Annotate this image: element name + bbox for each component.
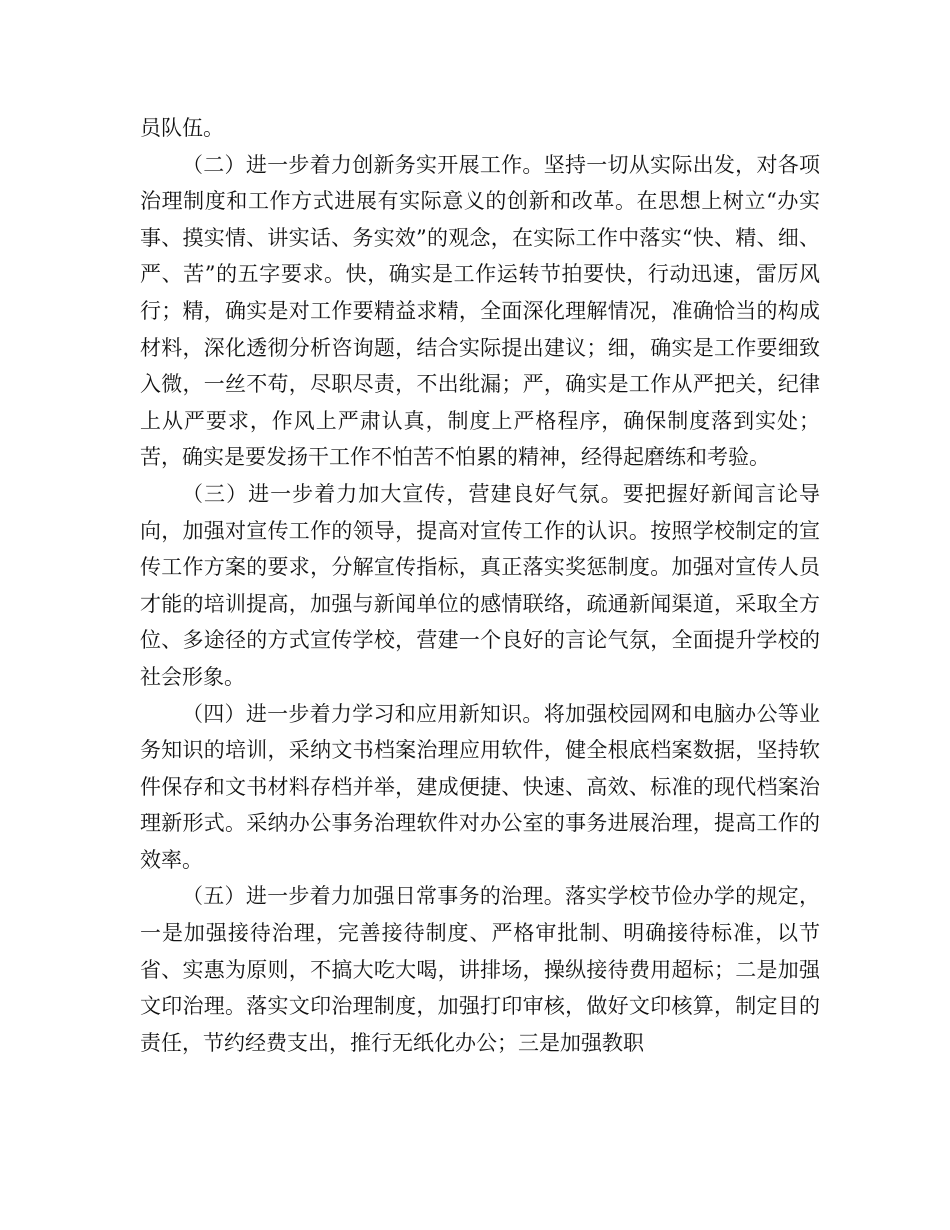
- document-body: [140, 110, 820, 1061]
- paragraph-section-5: （五）进一步着力加强日常事务的治理。落实学校节俭办学的规定，一是加强接待治理，完善接待制度、严格审批制、明确接待标准，以节省、实惠为原则，不搞大吃大喝，讲排场，操纵接待费用超标；二是加强文印治理。落实文印治理制度，加强打印审核，做好文印核算，制定目的责任，节约经费支出，推行无纸化办公；三是加强教职: [140, 884, 820, 1055]
- paragraph-continuation: 员队伍。: [140, 116, 224, 140]
- paragraph-section-3: （三）进一步着力加大宣传，营建良好气氛。要把握好新闻言论导向，加强对宣传工作的领导，提高对宣传工作的认识。按照学校制定的宣传工作方案的要求，分解宣传指标，真正落实奖惩制度。加强对宣传人员才能的培训提高，加强与新闻单位的感情联络，疏通新闻渠道，采取全方位、多途径的方式宣传学校，营建一个良好的言论气氛，全面提升学校的社会形象。: [140, 481, 820, 689]
- paragraph-section-4: （四）进一步着力学习和应用新知识。将加强校园网和电脑办公等业务知识的培训，采纳文书档案治理应用软件，健全根底档案数据，坚持软件保存和文书材料存档并举，建成便捷、快速、高效、标准的现代档案治理新形式。采纳办公事务治理软件对办公室的事务进展治理，提高工作的效率。: [140, 701, 820, 872]
- paragraph-section-2: （二）进一步着力创新务实开展工作。坚持一切从实际出发，对各项治理制度和工作方式进展有实际意义的创新和改革。在思想上树立“办实事、摸实情、讲实话、务实效”的观念，在实际工作中落实“快、精、细、严、苦”的五字要求。快，确实是工作运转节拍要快，行动迅速，雷厉风行；精，确实是对工作要精益求精，全面深化理解情况，准确恰当的构成材料，深化透彻分析咨询题，结合实际提出建议；细，确实是工作要细致入微，一丝不苟，尽职尽责，不出纰漏；严，确实是工作从严把关，纪律上从严要求，作风上严肃认真，制度上严格程序，确保制度落到实处；苦，确实是要发扬干工作不怕苦不怕累的精神，经得起磨练和考验。: [140, 152, 820, 470]
